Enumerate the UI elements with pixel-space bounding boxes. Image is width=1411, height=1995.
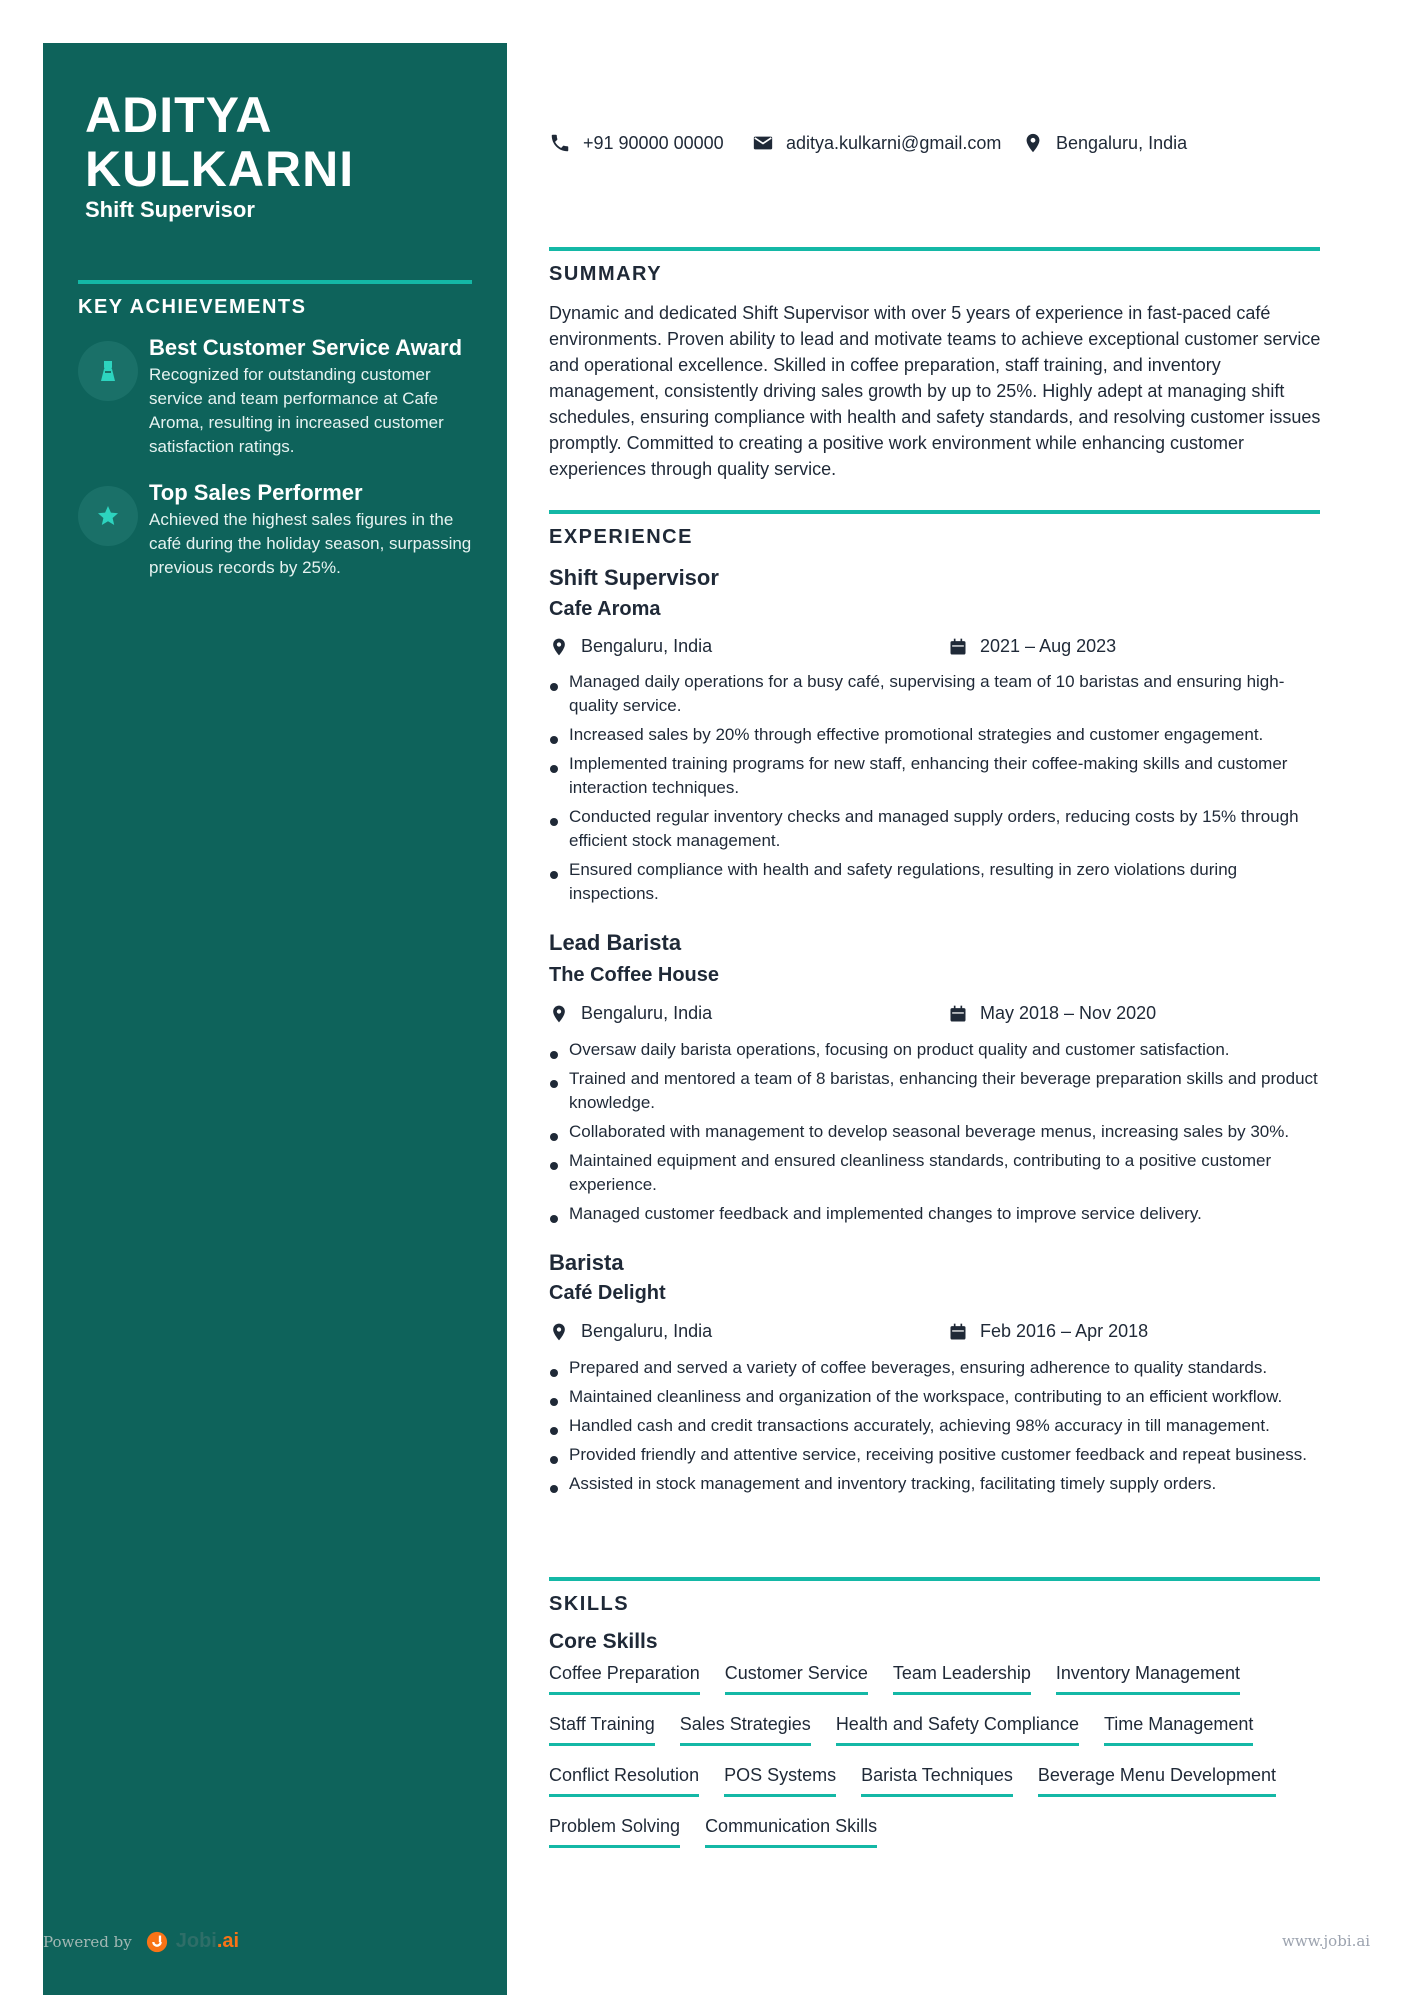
skill-tag: Inventory Management bbox=[1056, 1660, 1240, 1695]
section-divider bbox=[549, 510, 1320, 514]
location-text: Bengaluru, India bbox=[1056, 132, 1188, 153]
skill-tag: Time Management bbox=[1104, 1711, 1253, 1746]
skill-tag: Problem Solving bbox=[549, 1813, 680, 1848]
skill-row bbox=[549, 1813, 1339, 1864]
experience-heading: EXPERIENCE bbox=[549, 526, 693, 548]
contact-email[interactable] bbox=[752, 128, 1001, 158]
job-dates-text: Feb 2016 – Apr 2018 bbox=[980, 1321, 1149, 1341]
skill-tag: POS Systems bbox=[724, 1762, 836, 1797]
achievements-heading: KEY ACHIEVEMENTS bbox=[78, 296, 307, 318]
brand-name: Jobi bbox=[175, 1930, 217, 1952]
skill-tag: Staff Training bbox=[549, 1711, 655, 1746]
skill-tag: Customer Service bbox=[725, 1660, 868, 1695]
contact-phone[interactable] bbox=[549, 128, 724, 158]
job-location-text: Bengaluru, India bbox=[581, 636, 713, 656]
brand-suffix: .ai bbox=[216, 1930, 240, 1952]
job-bullets bbox=[549, 1038, 1319, 1231]
list-item: Managed daily operations for a busy café, supervising a team of 10 baristas and ensuring high-quality service. bbox=[549, 670, 1319, 718]
section-divider bbox=[549, 1577, 1320, 1581]
job-dates bbox=[948, 1003, 1156, 1024]
job-title: Barista bbox=[549, 1250, 624, 1275]
job-bullets bbox=[549, 670, 1319, 911]
job-title: Shift Supervisor bbox=[549, 565, 719, 590]
section-divider bbox=[549, 247, 1320, 251]
award-icon bbox=[78, 341, 138, 401]
list-item: Increased sales by 20% through effective promotional strategies and customer engagement. bbox=[549, 723, 1319, 747]
summary-heading: SUMMARY bbox=[549, 263, 663, 285]
location-pin-icon bbox=[549, 1004, 569, 1024]
skills-list bbox=[549, 1660, 1339, 1864]
job-location bbox=[549, 1003, 712, 1024]
skill-tag: Beverage Menu Development bbox=[1038, 1762, 1276, 1797]
email-text: aditya.kulkarni@gmail.com bbox=[786, 132, 1002, 153]
contact-location bbox=[1022, 128, 1187, 158]
calendar-icon bbox=[948, 637, 968, 657]
list-item: Oversaw daily barista operations, focusing on product quality and customer satisfaction. bbox=[549, 1038, 1319, 1062]
skill-row bbox=[549, 1660, 1339, 1711]
job-location-text: Bengaluru, India bbox=[581, 1321, 713, 1341]
job-location bbox=[549, 636, 712, 657]
list-item: Prepared and served a variety of coffee beverages, ensuring adherence to quality standards. bbox=[549, 1356, 1319, 1380]
list-item: Provided friendly and attentive service, receiving positive customer feedback and repeat business. bbox=[549, 1443, 1319, 1467]
skill-tag: Coffee Preparation bbox=[549, 1660, 700, 1695]
sidebar-divider bbox=[78, 280, 472, 284]
brand-logo[interactable] bbox=[176, 1930, 239, 1953]
candidate-role: Shift Supervisor bbox=[85, 197, 255, 222]
calendar-icon bbox=[948, 1322, 968, 1342]
sidebar bbox=[43, 43, 507, 1995]
job-company: The Coffee House bbox=[549, 964, 720, 986]
list-item: Managed customer feedback and implemented changes to improve service delivery. bbox=[549, 1202, 1319, 1226]
skill-tag: Sales Strategies bbox=[680, 1711, 811, 1746]
email-icon bbox=[752, 132, 774, 154]
job-dates bbox=[948, 1321, 1148, 1342]
job-location bbox=[549, 1321, 712, 1342]
skill-row bbox=[549, 1711, 1339, 1762]
list-item: Maintained cleanliness and organization of the workspace, contributing to an efficient workflow. bbox=[549, 1385, 1319, 1409]
achievement-title: Top Sales Performer bbox=[149, 480, 363, 505]
skill-tag: Conflict Resolution bbox=[549, 1762, 699, 1797]
list-item: Assisted in stock management and inventory tracking, facilitating timely supply orders. bbox=[549, 1472, 1319, 1496]
phone-icon bbox=[549, 132, 571, 154]
skills-heading: SKILLS bbox=[549, 1593, 630, 1615]
skill-row bbox=[549, 1762, 1339, 1813]
location-pin-icon bbox=[549, 637, 569, 657]
job-dates-text: May 2018 – Nov 2020 bbox=[980, 1003, 1157, 1023]
achievement-description: Achieved the highest sales figures in the café during the holiday season, surpassing previous records by 25%. bbox=[149, 510, 472, 577]
list-item: Conducted regular inventory checks and managed supply orders, reducing costs by 15% through efficient stock management. bbox=[549, 805, 1319, 853]
website-link[interactable]: www.jobi.ai bbox=[1282, 1932, 1371, 1950]
skill-tag: Team Leadership bbox=[893, 1660, 1031, 1695]
powered-by bbox=[43, 1930, 239, 1953]
list-item: Maintained equipment and ensured cleanliness standards, contributing to a positive customer experience. bbox=[549, 1149, 1319, 1197]
location-pin-icon bbox=[549, 1322, 569, 1342]
job-location-text: Bengaluru, India bbox=[581, 1003, 713, 1023]
skill-tag: Barista Techniques bbox=[861, 1762, 1013, 1797]
list-item: Implemented training programs for new staff, enhancing their coffee-making skills and customer interaction techniques. bbox=[549, 752, 1319, 800]
calendar-icon bbox=[948, 1004, 968, 1024]
achievement-title: Best Customer Service Award bbox=[149, 335, 463, 360]
phone-text: +91 90000 00000 bbox=[583, 132, 724, 153]
job-dates-text: 2021 – Aug 2023 bbox=[980, 636, 1117, 656]
achievement-description: Recognized for outstanding customer service and team performance at Cafe Aroma, resulting in increased customer satisfaction ratings. bbox=[149, 365, 444, 456]
location-pin-icon bbox=[1022, 132, 1044, 154]
job-company: Café Delight bbox=[549, 1282, 666, 1304]
list-item: Ensured compliance with health and safety regulations, resulting in zero violations during inspections. bbox=[549, 858, 1319, 906]
list-item: Trained and mentored a team of 8 baristas, enhancing their beverage preparation skills and product knowledge. bbox=[549, 1067, 1319, 1115]
summary-text: Dynamic and dedicated Shift Supervisor with over 5 years of experience in fast-paced café environments. Proven ability to lead and motivate teams to achieve exceptional customer service and operational excellence. Skilled in coffee preparation, staff training, and inventory management, consistently driving sales growth by up to 25%. Highly adept at managing shift schedules, ensuring compliance with health and safety standards, and resolving customer issues promptly. Committed to creating a positive work environment while enhancing customer experiences through quality service. bbox=[549, 303, 1321, 479]
skill-tag: Health and Safety Compliance bbox=[836, 1711, 1079, 1746]
list-item: Handled cash and credit transactions accurately, achieving 98% accuracy in till management. bbox=[549, 1414, 1319, 1438]
star-icon bbox=[78, 486, 138, 546]
skill-tag: Communication Skills bbox=[705, 1813, 877, 1848]
job-dates bbox=[948, 636, 1116, 657]
job-company: Cafe Aroma bbox=[549, 598, 661, 620]
core-skills-heading: Core Skills bbox=[549, 1630, 658, 1653]
job-title: Lead Barista bbox=[549, 930, 682, 955]
powered-by-text: Powered by bbox=[43, 1932, 132, 1951]
job-bullets bbox=[549, 1356, 1319, 1501]
jobi-logo-icon bbox=[146, 1931, 168, 1953]
candidate-name: ADITYA KULKARNI bbox=[85, 87, 355, 197]
list-item: Collaborated with management to develop seasonal beverage menus, increasing sales by 30%. bbox=[549, 1120, 1319, 1144]
